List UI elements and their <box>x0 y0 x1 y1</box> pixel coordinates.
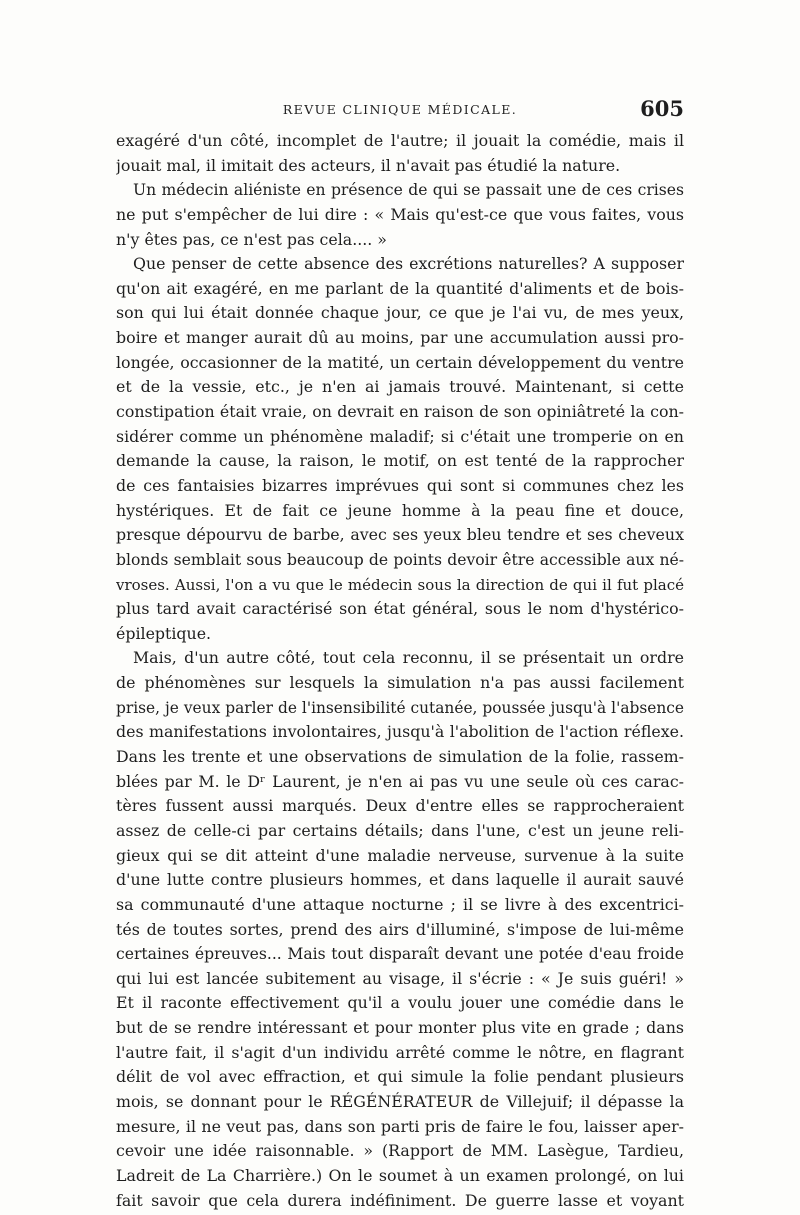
text-line: épileptique. <box>116 623 212 643</box>
text-line: but de se rendre intéressant et pour monter plus vite en grade ; dans <box>116 1018 684 1038</box>
text-line: presque dépourvu de barbe, avec ses yeux bleu tendre et ses cheveux <box>116 525 684 545</box>
text-line: jouait mal, il imitait des acteurs, il n'avait pas étudié la nature. <box>116 155 621 175</box>
text-line: gieux qui se dit atteint d'une maladie nerveuse, survenue à la suite <box>116 845 684 865</box>
text-line: son qui lui était donnée chaque jour, ce que je l'ai vu, de mes yeux, <box>116 303 684 323</box>
text-line: des manifestations involontaires, jusqu'à l'abolition de l'action réflexe. <box>116 722 684 742</box>
text-line: blonds semblait sous beaucoup de points devoir être accessible aux né- <box>116 550 684 569</box>
running-head <box>116 96 684 126</box>
text-line: de ces fantaisies bizarres imprévues qui sont si communes chez les <box>116 475 684 495</box>
text-line: Mais, d'un autre côté, tout cela reconnu, il se présentait un ordre <box>133 648 684 668</box>
text-line: tés de toutes sortes, prend des airs d'illuminé, s'impose de lui-même <box>116 919 684 939</box>
text-line: constipation était vraie, on devrait en raison de son opiniâtreté la con- <box>116 402 684 422</box>
text-line: de phénomènes sur lesquels la simulation n'a pas aussi facilement <box>116 673 684 693</box>
text-line: Que penser de cette absence des excrétions naturelles? A supposer <box>133 254 684 274</box>
text-line: Dans les trente et une observations de simulation de la folie, rassem- <box>116 747 684 767</box>
text-line: d'une lutte contre plusieurs hommes, et dans laquelle il aurait sauvé <box>116 870 684 890</box>
body-text <box>116 129 684 1213</box>
text-line: l'autre fait, il s'agit d'un individu arrêté comme le nôtre, en flagrant <box>116 1042 684 1062</box>
text-line: certaines épreuves... Mais tout disparaît devant une potée d'eau froide <box>116 945 684 964</box>
text-line: vroses. Aussi, l'on a vu que le médecin sous la direction de qui il fut placé <box>116 575 684 594</box>
text-line: mesure, il ne veut pas, dans son parti pris de faire le fou, laisser aper- <box>116 1116 684 1136</box>
text-line: boire et manger aurait dû au moins, par une accumulation aussi pro- <box>116 328 684 348</box>
text-line: qui lui est lancée subitement au visage, il s'écrie : « Je suis guéri! » <box>116 968 684 988</box>
text-line: ne put s'empêcher de lui dire : « Mais qu'est-ce que vous faites, vous <box>116 204 684 224</box>
text-line: fait savoir que cela durera indéfiniment. De guerre lasse et voyant <box>116 1190 684 1210</box>
text-line: longée, occasionner de la matité, un certain développement du ventre <box>116 352 684 372</box>
text-line: cevoir une idée raisonnable. » (Rapport de MM. Lasègue, Tardieu, <box>116 1141 684 1161</box>
text-line: mois, se donnant pour le RÉGÉNÉRATEUR de Villejuif; il dépasse la <box>116 1091 684 1111</box>
text-line: sidérer comme un phénomène maladif; si c'était une tromperie on en <box>116 426 684 446</box>
running-title: REVUE CLINIQUE MÉDICALE. <box>282 102 518 117</box>
page-number: 605 <box>640 96 684 121</box>
text-line: demande la cause, la raison, le motif, on est tenté de la rapprocher <box>116 451 684 471</box>
text-line: et de la vessie, etc., je n'en ai jamais trouvé. Maintenant, si cette <box>116 377 684 397</box>
text-line: blées par M. le Dʳ Laurent, je n'en ai pas vu une seule où ces carac- <box>116 771 684 791</box>
text-line: assez de celle-ci par certains détails; dans l'une, c'est un jeune reli- <box>116 820 684 840</box>
text-line: Et il raconte effectivement qu'il a voulu jouer une comédie dans le <box>116 993 684 1013</box>
text-line: exagéré d'un côté, incomplet de l'autre; il jouait la comédie, mais il <box>116 131 684 150</box>
text-line: plus tard avait caractérisé son état général, sous le nom d'hystérico- <box>116 599 684 619</box>
text-line: sa communauté d'une attaque nocturne ; il se livre à des excentrici- <box>116 894 684 914</box>
text-line: prise, je veux parler de l'insensibilité cutanée, poussée jusqu'à l'absence <box>116 698 684 717</box>
text-line: délit de vol avec effraction, et qui simule la folie pendant plusieurs <box>116 1067 684 1087</box>
text-line: n'y êtes pas, ce n'est pas cela.... » <box>116 229 387 249</box>
text-line: hystériques. Et de fait ce jeune homme à la peau fine et douce, <box>116 500 684 520</box>
text-line: Un médecin aliéniste en présence de qui se passait une de ces crises <box>133 181 684 200</box>
text-line: tères fussent aussi marqués. Deux d'entre elles se rapprocheraient <box>116 796 684 816</box>
text-line: qu'on ait exagéré, en me parlant de la quantité d'aliments et de bois- <box>116 278 684 298</box>
text-line: Ladreit de La Charrière.) On le soumet à un examen prolongé, on lui <box>116 1165 684 1185</box>
